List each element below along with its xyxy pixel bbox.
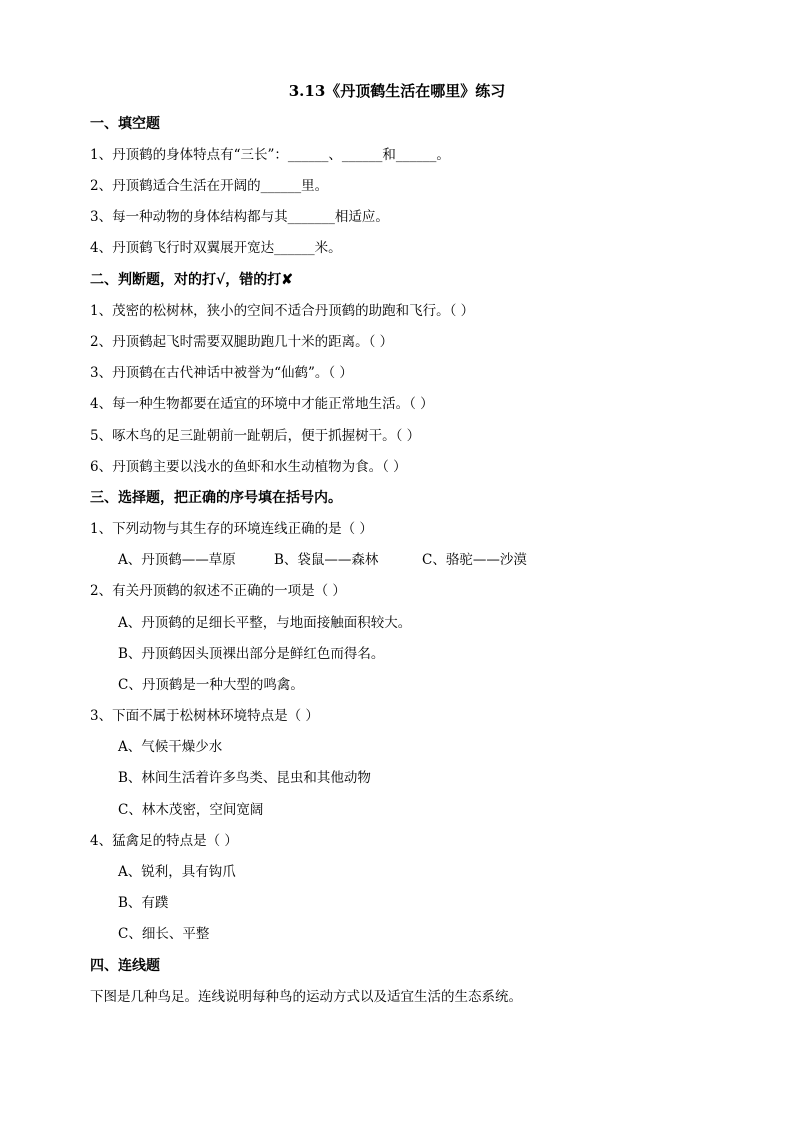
section-2-heading: 二、判断题，对的打√，错的打✘ — [90, 272, 293, 288]
choice-option: B、有蹼 — [118, 895, 169, 911]
true-false-item-4: 4、每一种生物都要在适宜的环境中才能正常地生活。（ ） — [90, 396, 434, 412]
fill-blank-item-2: 2、丹顶鹤适合生活在开阔的______里。 — [90, 178, 329, 194]
choice-question-1: 1、下列动物与其生存的环境连线正确的是（ ） — [90, 521, 373, 537]
choice-option: A、丹顶鹤——草原 — [118, 552, 236, 568]
choice-question-1-options — [118, 550, 527, 570]
true-false-item-5: 5、啄木鸟的足三趾朝前一趾朝后，便于抓握树干。（ ） — [90, 428, 421, 444]
section-4-heading: 四、连线题 — [90, 958, 160, 974]
choice-option: A、丹顶鹤的足细长平整，与地面接触面积较大。 — [118, 615, 412, 631]
fill-blank-item-3: 3、每一种动物的身体结构都与其_______相适应。 — [90, 209, 389, 225]
choice-option: B、丹顶鹤因头顶裸出部分是鲜红色而得名。 — [118, 646, 385, 662]
choice-question-2: 2、有关丹顶鹤的叙述不正确的一项是（ ） — [90, 583, 346, 599]
fill-blank-item-1: 1、丹顶鹤的身体特点有“三长”：______、______和______。 — [90, 147, 450, 163]
true-false-item-2: 2、丹顶鹤起飞时需要双腿助跑几十米的距离。（ ） — [90, 334, 394, 350]
choice-question-3: 3、下面不属于松树林环境特点是（ ） — [90, 708, 319, 724]
choice-option: C、细长、平整 — [118, 926, 210, 942]
choice-option: C、骆驼——沙漠 — [422, 552, 527, 568]
true-false-item-6: 6、丹顶鹤主要以浅水的鱼虾和水生动植物为食。（ ） — [90, 459, 407, 475]
section-3-heading: 三、选择题，把正确的序号填在括号内。 — [90, 490, 342, 506]
choice-question-4: 4、猛禽足的特点是（ ） — [90, 833, 238, 849]
true-false-item-1: 1、茂密的松树林，狭小的空间不适合丹顶鹤的助跑和飞行。（ ） — [90, 303, 475, 319]
choice-option: B、袋鼠——森林 — [274, 552, 379, 568]
choice-option: A、气候干燥少水 — [118, 739, 223, 755]
fill-blank-item-4: 4、丹顶鹤飞行时双翼展开宽达______米。 — [90, 240, 342, 256]
page-title: 3.13《丹顶鹤生活在哪里》练习 — [288, 82, 506, 100]
section-1-heading: 一、填空题 — [90, 116, 160, 132]
choice-option: C、丹顶鹤是一种大型的鸣禽。 — [118, 677, 304, 693]
choice-option: C、林木茂密，空间宽阔 — [118, 802, 264, 818]
choice-option: A、锐利，具有钩爪 — [118, 864, 236, 880]
choice-option: B、林间生活着许多鸟类、昆虫和其他动物 — [118, 770, 371, 786]
true-false-item-3: 3、丹顶鹤在古代神话中被誉为“仙鹤”。（ ） — [90, 365, 353, 381]
matching-instructions: 下图是几种鸟足。连线说明每种鸟的运动方式以及适宜生活的生态系统。 — [90, 989, 522, 1005]
